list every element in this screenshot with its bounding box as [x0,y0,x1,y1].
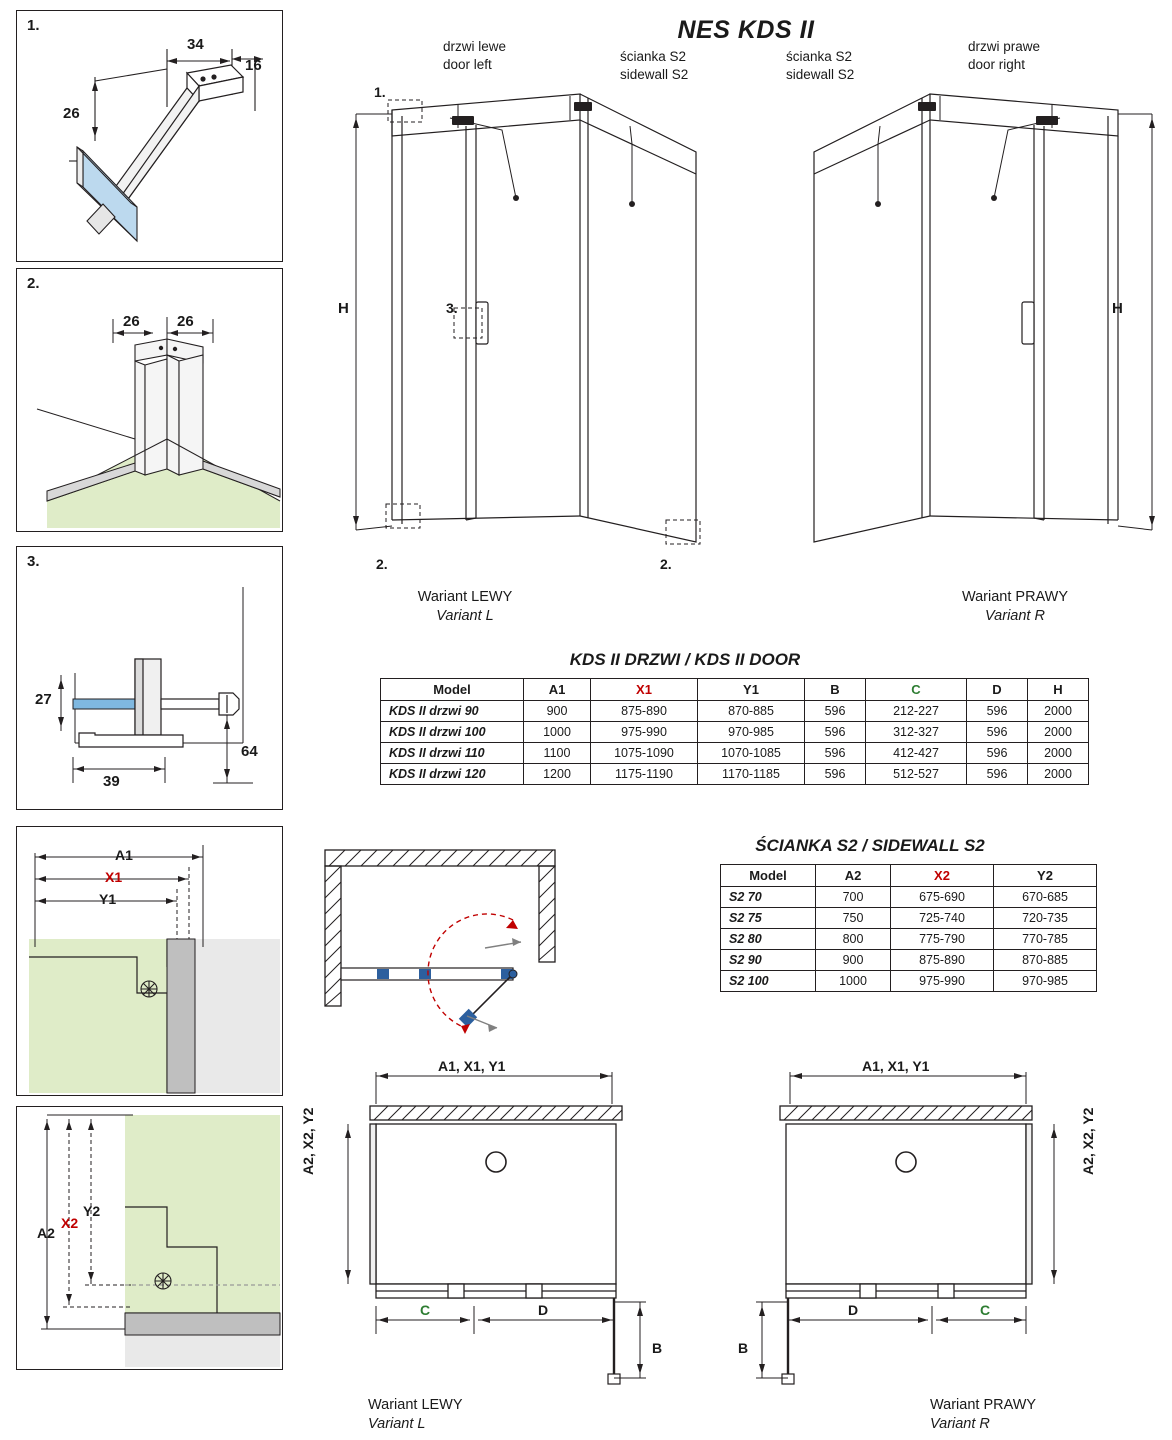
door-table [380,678,1089,785]
callout-sidewall-right-line1: ścianka S2 [786,49,853,64]
wall-cell-a2: 750 [816,908,891,929]
plan-view-right [742,1058,1072,1388]
scheme-b-label-x2: X2 [61,1215,79,1231]
plan-left-side-dim: A2, X2, Y2 [300,1107,316,1175]
marker-3-left: 3. [446,300,458,316]
door-cell-h: 2000 [1028,764,1089,785]
wall-th-y2: Y2 [994,865,1097,887]
plan-left-dim-c: C [420,1302,431,1318]
scheme-panel-a2x2y2 [16,1106,283,1370]
plan-left-dim-d: D [538,1302,549,1318]
callout-sidewall-left-line2: sidewall S2 [620,66,689,82]
door-cell-x1: 1175-1190 [591,764,698,785]
caption-variant-right [880,588,1150,626]
table-row [381,764,1089,785]
wall-cell-x2: 725-740 [891,908,994,929]
door-cell-y1: 870-885 [698,701,805,722]
door-cell-d: 596 [967,743,1028,764]
enclosure-3d-left [330,80,760,580]
wall-table [720,864,1097,992]
scheme-b-label-y2: Y2 [83,1203,101,1219]
table-row [721,929,1097,950]
wall-cell-a2: 900 [816,950,891,971]
door-th-y1: Y1 [698,679,805,701]
door-cell-d: 596 [967,722,1028,743]
wall-cell-a2: 700 [816,887,891,908]
door-cell-model: KDS II drzwi 110 [381,743,524,764]
height-label-left: H [338,300,349,317]
wall-cell-y2: 720-735 [994,908,1097,929]
door-cell-y1: 1070-1085 [698,743,805,764]
scheme-b-label-a2: A2 [37,1225,55,1241]
detail-1-dim-34: 34 [187,36,204,53]
scheme-a-label-x1: X1 [105,869,123,885]
door-cell-h: 2000 [1028,722,1089,743]
callout-door-right-line2: door right [968,56,1026,72]
callout-sidewall-right-line2: sidewall S2 [786,66,855,82]
wall-table-header-row [721,865,1097,887]
wall-cell-model: S2 75 [721,908,816,929]
wall-cell-y2: 670-685 [994,887,1097,908]
table-row [381,722,1089,743]
scheme-a-label-y1: Y1 [99,891,117,907]
table-row [721,908,1097,929]
marker-2-left-b: 2. [660,556,672,572]
callout-door-left-line1: drzwi lewe [443,39,507,54]
caption-plan-right [880,1396,1100,1434]
door-cell-y1: 970-985 [698,722,805,743]
hinge-swing-diagram [315,840,575,1050]
detail-3-dim-27: 27 [35,691,52,708]
callout-door-right-line1: drzwi prawe [968,39,1041,54]
caption-variant-right-line1: Wariant PRAWY [961,589,1069,605]
wall-cell-y2: 770-785 [994,929,1097,950]
door-cell-b: 596 [805,743,866,764]
door-th-model: Model [381,679,524,701]
marker-1-left: 1. [374,84,386,100]
height-label-right: H [1112,300,1123,317]
wall-th-model: Model [721,865,816,887]
door-cell-x1: 1075-1090 [591,743,698,764]
plan-left-dim-b: B [652,1340,663,1356]
caption-plan-left-line1: Wariant LEWY [368,1397,463,1413]
detail-1-dim-26: 26 [63,105,80,122]
detail-2-dim-26-a: 26 [123,313,140,330]
caption-variant-right-line2: Variant R [985,607,1045,624]
door-th-c: C [866,679,967,701]
door-table-header-row [381,679,1089,701]
table-row [721,950,1097,971]
wall-cell-a2: 800 [816,929,891,950]
door-th-x1: X1 [591,679,698,701]
wall-th-a2: A2 [816,865,891,887]
marker-2-left-a: 2. [376,556,388,572]
door-th-h: H [1028,679,1089,701]
door-cell-x1: 875-890 [591,701,698,722]
detail-3-dim-39: 39 [103,773,120,790]
callout-sidewall-left-line1: ścianka S2 [620,49,687,64]
callout-sidewall-right [786,48,854,83]
callout-door-left-line2: door left [443,56,492,72]
wall-th-x2: X2 [891,865,994,887]
wall-cell-x2: 675-690 [891,887,994,908]
wall-cell-x2: 875-890 [891,950,994,971]
plan-right-side-dim: A2, X2, Y2 [1080,1107,1096,1175]
plan-view-left [330,1058,663,1388]
door-cell-model: KDS II drzwi 90 [381,701,524,722]
detail-1-number: 1. [27,17,40,34]
detail-1-dim-16: 16 [245,57,262,74]
door-table-title: KDS II DRZWI / KDS II DOOR [569,650,801,669]
detail-3-number: 3. [27,553,40,570]
caption-variant-left [330,588,600,626]
table-row [381,701,1089,722]
detail-2-dim-26-b: 26 [177,313,194,330]
door-cell-b: 596 [805,764,866,785]
detail-panel-2 [16,268,283,532]
scheme-a-label-a1: A1 [115,847,133,863]
plan-left-top-dim: A1, X1, Y1 [438,1058,506,1074]
plan-right-dim-b: B [738,1340,749,1356]
door-cell-a1: 1200 [524,764,591,785]
door-cell-model: KDS II drzwi 100 [381,722,524,743]
plan-right-dim-c: C [980,1302,991,1318]
door-cell-d: 596 [967,701,1028,722]
plan-right-dim-d: D [848,1302,859,1318]
plan-right-top-dim: A1, X1, Y1 [862,1058,930,1074]
door-cell-c: 312-327 [866,722,967,743]
door-th-a1: A1 [524,679,591,701]
wall-cell-a2: 1000 [816,971,891,992]
wall-cell-model: S2 90 [721,950,816,971]
door-cell-c: 212-227 [866,701,967,722]
door-th-b: B [805,679,866,701]
door-cell-x1: 975-990 [591,722,698,743]
door-cell-h: 2000 [1028,701,1089,722]
caption-plan-left-line2: Variant L [368,1415,426,1432]
table-row [381,743,1089,764]
detail-panel-1 [16,10,283,262]
caption-plan-left [330,1396,530,1434]
detail-panel-3 [16,546,283,810]
caption-plan-right-line1: Wariant PRAWY [930,1397,1037,1413]
wall-cell-x2: 975-990 [891,971,994,992]
wall-cell-model: S2 70 [721,887,816,908]
scheme-panel-a1x1y1 [16,826,283,1096]
door-th-d: D [967,679,1028,701]
enclosure-3d-right [768,80,1168,580]
door-cell-c: 412-427 [866,743,967,764]
wall-cell-model: S2 100 [721,971,816,992]
door-cell-a1: 1000 [524,722,591,743]
wall-cell-y2: 870-885 [994,950,1097,971]
callout-door-right [968,38,1040,73]
callout-door-left [443,38,506,73]
door-cell-d: 596 [967,764,1028,785]
wall-cell-x2: 775-790 [891,929,994,950]
table-row [721,887,1097,908]
detail-2-number: 2. [27,275,40,292]
door-cell-model: KDS II drzwi 120 [381,764,524,785]
wall-cell-y2: 970-985 [994,971,1097,992]
wall-table-title: ŚCIANKA S2 / SIDEWALL S2 [755,836,985,855]
caption-variant-left-line1: Wariant LEWY [417,589,513,605]
wall-cell-model: S2 80 [721,929,816,950]
door-cell-h: 2000 [1028,743,1089,764]
caption-plan-right-line2: Variant R [930,1415,990,1432]
door-cell-y1: 1170-1185 [698,764,805,785]
door-cell-c: 512-527 [866,764,967,785]
detail-3-dim-64: 64 [241,743,258,760]
door-cell-a1: 1100 [524,743,591,764]
door-cell-b: 596 [805,722,866,743]
door-cell-a1: 900 [524,701,591,722]
door-cell-b: 596 [805,701,866,722]
table-row [721,971,1097,992]
caption-variant-left-line2: Variant L [436,607,494,624]
callout-sidewall-left [620,48,688,83]
page-title: NES KDS II [677,16,815,44]
